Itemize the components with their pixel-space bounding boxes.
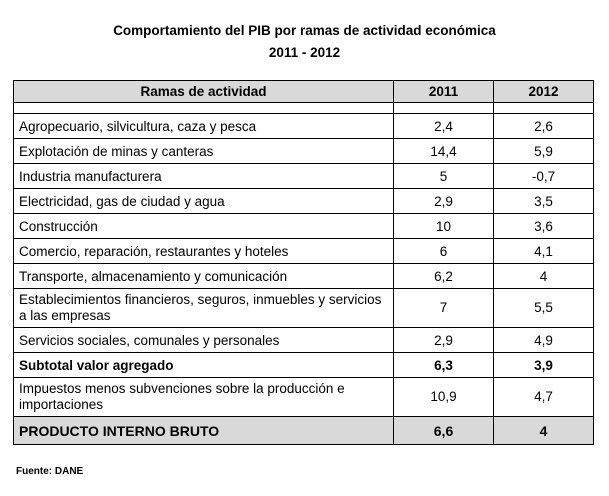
value-2012: 4: [494, 417, 594, 445]
table-row: [14, 114, 594, 139]
value-2012: -0,7: [494, 164, 594, 189]
value-2012: 4: [494, 264, 594, 289]
value-2012: 4,9: [494, 328, 594, 353]
table-row: [14, 328, 594, 353]
value-2012: 3,9: [494, 353, 594, 378]
header-row: [14, 81, 594, 103]
value-2011: 2,9: [394, 328, 494, 353]
table-row: [14, 214, 594, 239]
total-row: [14, 417, 594, 445]
row-label: Servicios sociales, comunales y personales: [14, 328, 394, 353]
row-label: Explotación de minas y canteras: [14, 139, 394, 164]
row-label: Impuestos menos subvenciones sobre la producción e importaciones: [14, 378, 394, 417]
table-row: [14, 139, 594, 164]
value-2011: 6,2: [394, 264, 494, 289]
value-2011: 7: [394, 289, 494, 328]
value-2011: 2,9: [394, 189, 494, 214]
value-2012: 4,7: [494, 378, 594, 417]
value-2012: 3,6: [494, 214, 594, 239]
value-2012: 5,9: [494, 139, 594, 164]
value-2011: 6: [394, 239, 494, 264]
value-2011: 6,6: [394, 417, 494, 445]
table-subtitle: 2011 - 2012: [268, 45, 341, 60]
table-row: [14, 378, 594, 417]
table-row: [14, 239, 594, 264]
row-label: Construcción: [14, 214, 394, 239]
row-label: Comercio, reparación, restaurantes y hoteles: [14, 239, 394, 264]
value-2012: 3,5: [494, 189, 594, 214]
value-2011: 10: [394, 214, 494, 239]
value-2011: 5: [394, 164, 494, 189]
value-2011: 14,4: [394, 139, 494, 164]
spacer-row: [14, 103, 594, 114]
row-label: Transporte, almacenamiento y comunicación: [14, 264, 394, 289]
row-label: Agropecuario, silvicultura, caza y pesca: [14, 114, 394, 139]
source-note: Fuente: DANE: [16, 466, 84, 477]
table-row: [14, 289, 594, 328]
subtotal-row: [14, 353, 594, 378]
table-row: [14, 189, 594, 214]
header-2012: 2012: [494, 81, 594, 103]
table-row: [14, 164, 594, 189]
value-2012: 4,1: [494, 239, 594, 264]
header-2011: 2011: [394, 81, 494, 103]
gdp-table: [13, 80, 594, 445]
value-2011: 6,3: [394, 353, 494, 378]
row-label: Subtotal valor agregado: [14, 353, 394, 378]
row-label: PRODUCTO INTERNO BRUTO: [14, 417, 394, 445]
table-row: [14, 264, 594, 289]
value-2012: 5,5: [494, 289, 594, 328]
table-title: Comportamiento del PIB por ramas de actividad económica: [113, 23, 496, 38]
header-activity: Ramas de actividad: [14, 81, 394, 103]
row-label: Establecimientos financieros, seguros, inmuebles y servicios a las empresas: [14, 289, 394, 328]
value-2011: 2,4: [394, 114, 494, 139]
value-2012: 2,6: [494, 114, 594, 139]
row-label: Industria manufacturera: [14, 164, 394, 189]
row-label: Electricidad, gas de ciudad y agua: [14, 189, 394, 214]
value-2011: 10,9: [394, 378, 494, 417]
